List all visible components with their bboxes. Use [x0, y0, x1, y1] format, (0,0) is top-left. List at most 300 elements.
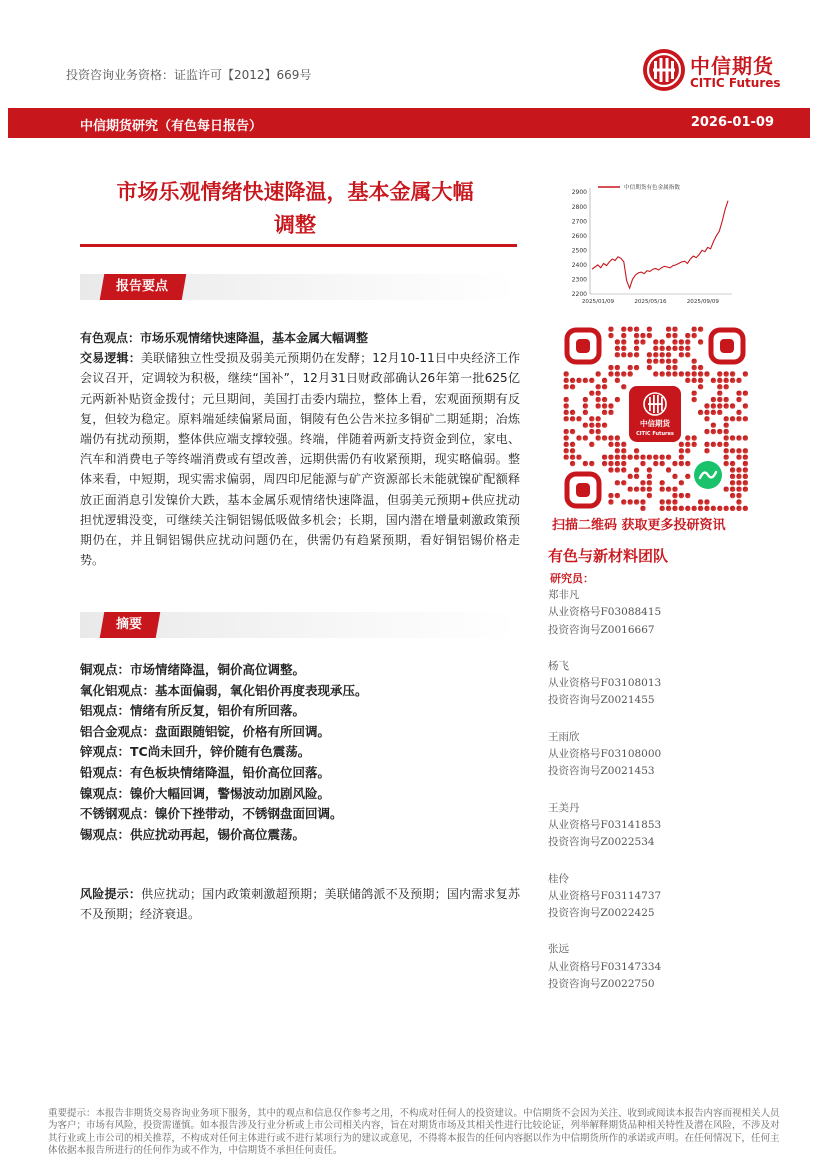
- qr-module: [634, 365, 639, 370]
- qr-module: [679, 455, 684, 460]
- qr-module: [628, 455, 633, 460]
- stainless-steel-view: 不锈钢观点：镍价下挫带动，不锈钢盘面回调。: [80, 806, 343, 822]
- qr-module: [621, 333, 626, 338]
- title-line-2: 调整: [274, 213, 316, 237]
- qr-module: [730, 371, 735, 376]
- qr-module: [692, 397, 697, 402]
- qr-module: [596, 429, 601, 434]
- qr-module: [730, 480, 735, 485]
- qr-module: [724, 455, 729, 460]
- qr-module: [615, 346, 620, 351]
- qr-module: [685, 474, 690, 479]
- qr-module: [660, 339, 665, 344]
- analyst-advisor-no: 投资咨询号Z0021455: [548, 694, 655, 707]
- qr-module: [679, 506, 684, 511]
- qr-module: [602, 384, 607, 389]
- qr-module: [704, 416, 709, 421]
- qr-module: [660, 359, 665, 364]
- report-series: 中信期货研究（有色每日报告）: [80, 119, 263, 134]
- qr-module: [596, 397, 601, 402]
- qr-module: [596, 403, 601, 408]
- qr-module: [736, 391, 741, 396]
- team-name: 有色与新材料团队: [548, 547, 669, 565]
- qr-module: [608, 499, 613, 504]
- qr-module: [736, 499, 741, 504]
- qr-module: [564, 429, 569, 434]
- qr-module: [621, 499, 626, 504]
- summary-header: [80, 612, 517, 638]
- qr-module: [704, 429, 709, 434]
- qr-module: [608, 467, 613, 472]
- qr-module: [640, 506, 645, 511]
- logo-english-name: CITIC Futures: [690, 76, 781, 90]
- qr-module: [596, 416, 601, 421]
- qr-module: [692, 333, 697, 338]
- qr-module: [730, 506, 735, 511]
- qr-module: [666, 487, 671, 492]
- qr-module: [570, 442, 575, 447]
- qr-module: [724, 442, 729, 447]
- aluminum-view: 铝观点：情绪有所反复，铝价有所回落。: [80, 703, 306, 719]
- qr-module: [570, 378, 575, 383]
- analyst-name: 张远: [548, 943, 569, 956]
- qr-module: [570, 410, 575, 415]
- qr-module: [692, 371, 697, 376]
- qr-module: [628, 499, 633, 504]
- qr-module: [672, 371, 677, 376]
- qr-module: [615, 435, 620, 440]
- qr-module: [647, 474, 652, 479]
- qr-module: [698, 410, 703, 415]
- qr-module: [596, 391, 601, 396]
- qr-module: [634, 352, 639, 357]
- trading-logic: [80, 348, 520, 570]
- scan-qr-caption: 扫描二维码 获取更多投研资讯: [552, 518, 726, 533]
- qr-module: [634, 499, 639, 504]
- qr-module: [698, 365, 703, 370]
- researcher-label: 研究员：: [550, 572, 594, 585]
- qr-module: [615, 448, 620, 453]
- qr-module: [743, 435, 748, 440]
- summary-label: 摘要: [116, 617, 143, 632]
- qr-module: [736, 487, 741, 492]
- key-points-tag: [100, 274, 187, 300]
- y-tick-label: 2300: [571, 276, 587, 284]
- qr-module: [583, 423, 588, 428]
- qr-module: [685, 461, 690, 466]
- qr-module: [564, 397, 569, 402]
- qr-module: [698, 499, 703, 504]
- qr-module: [653, 455, 658, 460]
- qr-module: [736, 410, 741, 415]
- qr-module: [634, 346, 639, 351]
- qr-module: [666, 359, 671, 364]
- qr-module: [660, 499, 665, 504]
- qr-module: [685, 346, 690, 351]
- qr-module: [711, 429, 716, 434]
- qr-module: [679, 352, 684, 357]
- qr-module: [615, 493, 620, 498]
- qr-module: [698, 371, 703, 376]
- qr-module: [660, 455, 665, 460]
- y-tick-label: 2600: [571, 232, 587, 240]
- logic-text: 美联储独立性受损及弱美元预期仍在发酵；12月10-11日中央经济工作会议召开，定调较为积极，继续“国补”，12月31日财政部确认26年第一批625亿元两新补贴资金拨付；元旦期间，美国打击委内瑞拉，整体上看，宏观面预期有反复，但较为稳定。原料端延续偏紧局面，铜陵有色公告米拉多铜矿二期延期；冶炼端仍有扰动预期，整体供应端支撑较强。终端，伴随着两新支持资金到位，家电、汽车和消费电子等终端消费或有望改善，远期供需仍有收紧预期，现实略偏弱。整体来看，中短期，现实需求偏弱，周四印尼能源与矿产资源部长未能就镍矿配额释放正面消息引发镍价大跌，基本金属乐观情绪快速降温，但弱美元预期+供应扰动担忧逻辑没变，可继续关注铜铝锡低吸做多机会；长期，国内潜在增量刺激政策预期仍在，并且铜铝锡供应扰动问题仍在，供需仍有趋紧预期，看好铜铝锡价格走势。: [80, 351, 520, 568]
- qr-module: [743, 403, 748, 408]
- qr-module: [685, 448, 690, 453]
- title-divider: [80, 244, 517, 247]
- qr-module: [647, 493, 652, 498]
- qr-module: [589, 429, 594, 434]
- qr-module: [608, 365, 613, 370]
- qr-module: [564, 416, 569, 421]
- report-title: [72, 176, 518, 242]
- risk-text: 供应扰动；国内政策刺激超预期；美联储鸽派不及预期；国内需求复苏不及预期；经济衰退。: [80, 887, 520, 922]
- qr-module: [615, 397, 620, 402]
- analyst-name: 王雨欣: [548, 730, 580, 743]
- qr-module: [608, 371, 613, 376]
- qr-module: [730, 487, 735, 492]
- qr-module: [672, 339, 677, 344]
- qr-module: [621, 346, 626, 351]
- qr-module: [672, 365, 677, 370]
- qr-module: [570, 455, 575, 460]
- qr-module: [615, 378, 620, 383]
- qr-module: [564, 442, 569, 447]
- qr-module: [666, 346, 671, 351]
- summary-tag: [100, 612, 161, 638]
- qr-module: [564, 448, 569, 453]
- qr-module: [589, 442, 594, 447]
- qr-module: [564, 410, 569, 415]
- qr-module: [621, 352, 626, 357]
- qr-module: [711, 410, 716, 415]
- view-text: 市场乐观情绪快速降温，基本金属大幅调整: [140, 331, 369, 345]
- qr-module: [589, 378, 594, 383]
- qr-module: [621, 448, 626, 453]
- qr-module: [583, 410, 588, 415]
- tin-view: 锡观点：供应扰动再起，锡价高位震荡。: [80, 826, 306, 842]
- qr-module: [679, 371, 684, 376]
- key-points-label: 报告要点: [116, 279, 169, 294]
- y-tick-label: 2200: [571, 291, 587, 299]
- qr-module: [564, 384, 569, 389]
- view-label: 有色观点：: [80, 331, 141, 345]
- qr-module: [704, 371, 709, 376]
- qr-module: [724, 403, 729, 408]
- qr-module: [743, 391, 748, 396]
- analyst-cert: 从业资格号F03108013: [548, 677, 662, 690]
- disclaimer-text: 重要提示：本报告非期货交易咨询业务项下服务，其中的观点和信息仅作参考之用，不构成对任何人的投资建议。中信期货不会因为关注、收到或阅读本报告内容而视相关人员为客户；市场有风险，投资需谨慎。如本报告涉及行业分析或上市公司相关内容，旨在对期货市场及其相关性进行比较论证，列举解释期货品种相关特性及潜在风险，不涉及对其行业或上市公司的相关推荐，不构成对任何主体进行或不进行某项行为的建议或意见，不得将本报告的任何内容据以作为中信期货所作的承诺或声明。在任何情况下，任何主体依据本报告所进行的任何作为或不作为，中信期货不承担任何责任。: [48, 1108, 780, 1156]
- qr-module: [724, 506, 729, 511]
- qr-module: [717, 410, 722, 415]
- qr-module: [724, 429, 729, 434]
- qr-module: [583, 435, 588, 440]
- qr-module: [692, 359, 697, 364]
- qr-module: [640, 487, 645, 492]
- qr-module: [615, 480, 620, 485]
- qr-module: [621, 371, 626, 376]
- qr-module: [679, 346, 684, 351]
- qr-module: [685, 435, 690, 440]
- qr-module: [647, 333, 652, 338]
- qr-module: [679, 480, 684, 485]
- title-line-1: 市场乐观情绪快速降温，基本金属大幅: [116, 180, 474, 204]
- qr-module: [564, 378, 569, 383]
- qr-module: [634, 327, 639, 332]
- qr-module: [743, 461, 748, 466]
- qr-module: [730, 474, 735, 479]
- qr-module: [602, 435, 607, 440]
- qr-module: [692, 442, 697, 447]
- qr-module: [698, 339, 703, 344]
- qr-module: [698, 384, 703, 389]
- qr-module: [660, 487, 665, 492]
- qr-module: [730, 416, 735, 421]
- qr-module: [583, 378, 588, 383]
- qr-module: [711, 442, 716, 447]
- qr-module: [692, 327, 697, 332]
- qr-module: [666, 371, 671, 376]
- qr-module: [679, 339, 684, 344]
- qr-module: [628, 352, 633, 357]
- qr-module: [621, 339, 626, 344]
- y-tick-label: 2700: [571, 218, 587, 226]
- qr-module: [736, 448, 741, 453]
- qr-module: [621, 384, 626, 389]
- risk-label: 风险提示：: [80, 887, 142, 901]
- qr-center-cn: 中信期货: [640, 419, 670, 428]
- analyst-entry: [548, 658, 738, 710]
- qr-module: [724, 384, 729, 389]
- qr-module: [628, 487, 633, 492]
- qr-module: [717, 391, 722, 396]
- y-tick-label: 2500: [571, 247, 587, 255]
- qr-module: [730, 461, 735, 466]
- qr-module: [736, 480, 741, 485]
- qr-module: [672, 461, 677, 466]
- analyst-entry: [548, 587, 738, 639]
- qr-module: [730, 435, 735, 440]
- analyst-entry: [548, 729, 738, 781]
- qr-module: [736, 506, 741, 511]
- copper-view: 铜观点：市场情绪降温，铜价高位调整。: [80, 662, 306, 677]
- qr-module: [660, 371, 665, 376]
- qr-module: [602, 410, 607, 415]
- qr-module: [698, 506, 703, 511]
- qr-module: [685, 378, 690, 383]
- qr-module: [583, 403, 588, 408]
- qr-module: [564, 371, 569, 376]
- series-line: [592, 201, 728, 289]
- qr-module: [724, 435, 729, 440]
- qr-module: [608, 442, 613, 447]
- qr-module: [602, 461, 607, 466]
- qr-module: [717, 403, 722, 408]
- nonferrous-index-chart: [558, 180, 740, 315]
- qr-module: [717, 442, 722, 447]
- qr-module: [615, 352, 620, 357]
- analyst-cert: 从业资格号F03147334: [548, 960, 662, 973]
- qr-module: [711, 397, 716, 402]
- qr-module: [672, 359, 677, 364]
- qr-module: [596, 371, 601, 376]
- qr-module: [647, 359, 652, 364]
- qr-module: [743, 448, 748, 453]
- qr-module: [640, 339, 645, 344]
- qr-module: [647, 352, 652, 357]
- qr-module: [743, 416, 748, 421]
- qr-module: [570, 429, 575, 434]
- analyst-name: 郑非凡: [548, 589, 580, 601]
- license-text: 投资咨询业务资格：证监许可【2012】669号: [66, 68, 312, 82]
- qr-module: [730, 467, 735, 472]
- qr-module: [621, 480, 626, 485]
- qr-module: [679, 493, 684, 498]
- qr-module: [672, 333, 677, 338]
- qr-module: [692, 506, 697, 511]
- analyst-name: 王美丹: [548, 801, 580, 814]
- qr-module: [602, 423, 607, 428]
- qr-module: [634, 467, 639, 472]
- qr-module: [608, 493, 613, 498]
- qr-module: [576, 455, 581, 460]
- x-tick-label: 2025/01/09: [581, 299, 615, 305]
- qr-module: [666, 467, 671, 472]
- qr-module: [736, 378, 741, 383]
- qr-module: [717, 371, 722, 376]
- key-points-body: [80, 328, 520, 570]
- analyst-advisor-no: 投资咨询号Z0021453: [548, 765, 655, 778]
- analyst-name: 杨飞: [548, 659, 569, 672]
- qr-module: [685, 371, 690, 376]
- qr-module: [576, 435, 581, 440]
- qr-module: [666, 499, 671, 504]
- qr-module: [685, 493, 690, 498]
- analyst-cert: 从业资格号F03108000: [548, 748, 662, 761]
- qr-module: [602, 455, 607, 460]
- qr-module: [602, 403, 607, 408]
- analyst-advisor-no: 投资咨询号Z0022534: [548, 836, 655, 849]
- y-tick-label: 2400: [571, 262, 587, 270]
- qr-module: [730, 378, 735, 383]
- qr-module: [704, 499, 709, 504]
- y-tick-label: 2800: [571, 203, 587, 211]
- qr-module: [608, 435, 613, 440]
- qr-module: [634, 448, 639, 453]
- qr-module: [711, 378, 716, 383]
- qr-module: [615, 455, 620, 460]
- qr-module: [564, 403, 569, 408]
- qr-module: [724, 397, 729, 402]
- qr-module: [666, 333, 671, 338]
- qr-module: [743, 480, 748, 485]
- qr-module: [647, 455, 652, 460]
- legend-label: 中信期货有色金属指数: [624, 185, 680, 191]
- qr-module: [628, 371, 633, 376]
- qr-module: [647, 487, 652, 492]
- zinc-view: 锌观点：TC尚未回升，锌价随有色震荡。: [80, 744, 311, 760]
- qr-module: [736, 474, 741, 479]
- qr-module: [743, 506, 748, 511]
- qr-module: [615, 339, 620, 344]
- qr-module: [634, 339, 639, 344]
- qr-module: [711, 423, 716, 428]
- qr-module: [736, 416, 741, 421]
- qr-module: [653, 352, 658, 357]
- qr-module: [621, 461, 626, 466]
- qr-module: [743, 474, 748, 479]
- qr-module: [634, 474, 639, 479]
- qr-module: [653, 461, 658, 466]
- qr-module: [570, 384, 575, 389]
- qr-module: [602, 378, 607, 383]
- nonferrous-view: [80, 328, 520, 348]
- qr-module: [724, 461, 729, 466]
- qr-module: [717, 384, 722, 389]
- qr-module: [576, 416, 581, 421]
- qr-module: [615, 365, 620, 370]
- qr-module: [583, 461, 588, 466]
- analyst-advisor-no: 投资咨询号Z0016667: [548, 623, 655, 636]
- qr-module: [724, 371, 729, 376]
- qr-module: [608, 327, 613, 332]
- qr-module: [596, 435, 601, 440]
- qr-module: [685, 506, 690, 511]
- qr-module: [672, 346, 677, 351]
- qr-module: [724, 416, 729, 421]
- lead-view: 铅观点：有色板块情绪降温，铅价高位回落。: [80, 764, 331, 780]
- qr-module: [608, 410, 613, 415]
- qr-module: [621, 467, 626, 472]
- qr-module: [704, 403, 709, 408]
- qr-module: [672, 499, 677, 504]
- qr-module: [672, 487, 677, 492]
- qr-module: [704, 506, 709, 511]
- qr-module: [589, 416, 594, 421]
- qr-module: [717, 397, 722, 402]
- analyst-cert: 从业资格号F03141853: [548, 818, 662, 831]
- nickel-view: 镍观点：镍价大幅回调，警惕波动加剧风险。: [80, 785, 331, 801]
- qr-module: [692, 378, 697, 383]
- qr-module: [666, 352, 671, 357]
- analyst-advisor-no: 投资咨询号Z0022425: [548, 907, 655, 920]
- qr-module: [672, 506, 677, 511]
- qr-module: [608, 403, 613, 408]
- qr-code-image: [555, 318, 755, 518]
- qr-module: [589, 461, 594, 466]
- qr-module: [570, 448, 575, 453]
- qr-module: [596, 423, 601, 428]
- qr-module: [640, 461, 645, 466]
- qr-module: [692, 435, 697, 440]
- qr-module: [621, 455, 626, 460]
- qr-module: [679, 448, 684, 453]
- qr-module: [711, 506, 716, 511]
- qr-module: [679, 442, 684, 447]
- qr-module: [743, 467, 748, 472]
- qr-module: [736, 467, 741, 472]
- aluminum-alloy-view: 铝合金观点：盘面跟随铝锭，价格有所回调。: [80, 723, 331, 739]
- analyst-entry: [548, 871, 738, 923]
- qr-module: [666, 455, 671, 460]
- qr-module: [666, 327, 671, 332]
- citic-logo-icon: [642, 48, 686, 92]
- qr-module: [717, 506, 722, 511]
- qr-module: [743, 487, 748, 492]
- qr-module: [660, 480, 665, 485]
- qr-module: [660, 346, 665, 351]
- qr-center-en: CITIC Futures: [636, 431, 674, 437]
